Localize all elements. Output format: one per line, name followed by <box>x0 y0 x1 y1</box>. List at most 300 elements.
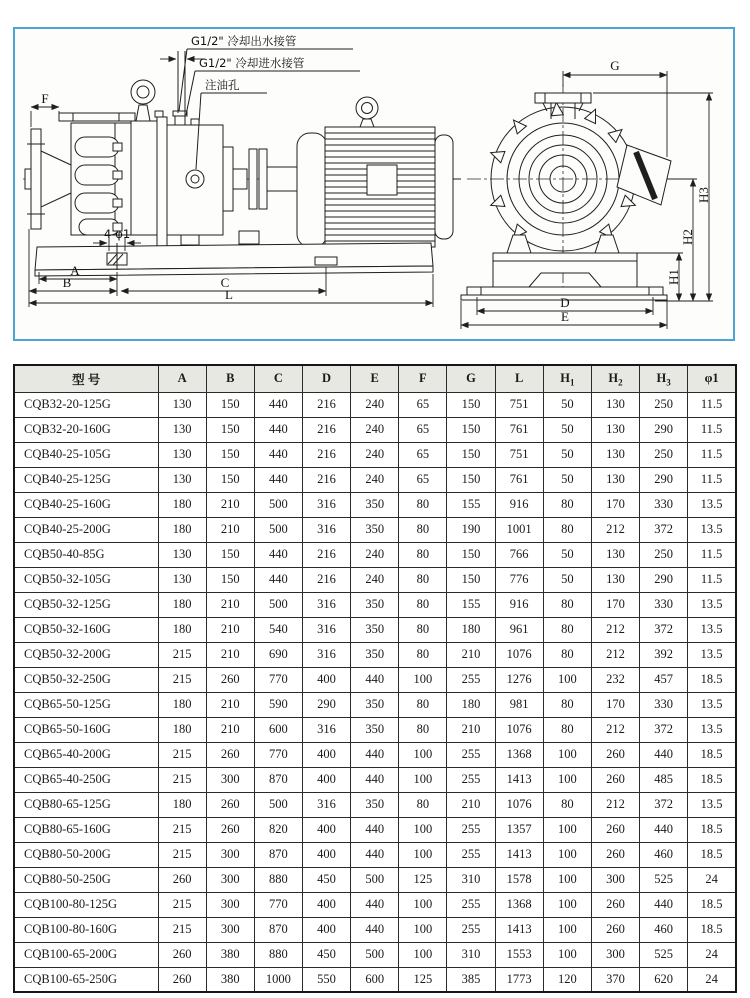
value-cell: 440 <box>351 817 399 842</box>
value-cell: 130 <box>158 442 206 467</box>
dimension-table <box>13 364 737 993</box>
value-cell: 130 <box>158 417 206 442</box>
value-cell: 80 <box>543 592 591 617</box>
value-cell: 1368 <box>495 892 543 917</box>
column-header: 型 号 <box>14 365 158 392</box>
value-cell: 130 <box>591 442 639 467</box>
value-cell: 180 <box>158 492 206 517</box>
value-cell: 260 <box>206 792 254 817</box>
value-cell: 65 <box>399 442 447 467</box>
model-cell: CQB40-25-160G <box>14 492 158 517</box>
value-cell: 11.5 <box>688 442 736 467</box>
column-header: $H_2$ <box>591 365 639 392</box>
value-cell: 216 <box>302 392 350 417</box>
value-cell: 540 <box>254 617 302 642</box>
value-cell: 80 <box>399 617 447 642</box>
table-row <box>14 517 736 542</box>
table-row <box>14 867 736 892</box>
value-cell: 100 <box>543 667 591 692</box>
column-header: B <box>206 365 254 392</box>
value-cell: 300 <box>206 767 254 792</box>
value-cell: 550 <box>302 967 350 992</box>
table-row <box>14 642 736 667</box>
model-cell: CQB65-40-200G <box>14 742 158 767</box>
eyebolt-base <box>136 105 150 121</box>
value-cell: 310 <box>447 867 495 892</box>
model-cell: CQB32-20-125G <box>14 392 158 417</box>
value-cell: 120 <box>543 967 591 992</box>
column-header: φ1 <box>688 365 736 392</box>
value-cell: 1413 <box>495 842 543 867</box>
value-cell: 170 <box>591 692 639 717</box>
column-header: G <box>447 365 495 392</box>
value-cell: 130 <box>591 417 639 442</box>
value-cell: 440 <box>254 417 302 442</box>
value-cell: 215 <box>158 817 206 842</box>
value-cell: 170 <box>591 592 639 617</box>
value-cell: 240 <box>351 417 399 442</box>
value-cell: 770 <box>254 742 302 767</box>
pump-dimension-diagram <box>13 27 735 341</box>
value-cell: 1076 <box>495 642 543 667</box>
value-cell: 400 <box>302 767 350 792</box>
table-row <box>14 392 736 417</box>
table-row <box>14 792 736 817</box>
value-cell: 870 <box>254 767 302 792</box>
value-cell: 330 <box>640 592 688 617</box>
value-cell: 215 <box>158 642 206 667</box>
dim-label-b: B <box>62 275 72 290</box>
model-cell: CQB100-65-200G <box>14 942 158 967</box>
value-cell: 24 <box>688 942 736 967</box>
table-row <box>14 942 736 967</box>
value-cell: 255 <box>447 917 495 942</box>
value-cell: 500 <box>254 792 302 817</box>
value-cell: 24 <box>688 867 736 892</box>
value-cell: 150 <box>206 417 254 442</box>
value-cell: 18.5 <box>688 917 736 942</box>
model-cell: CQB50-32-125G <box>14 592 158 617</box>
table-row <box>14 592 736 617</box>
value-cell: 525 <box>640 942 688 967</box>
table-header-row <box>14 365 736 392</box>
value-cell: 372 <box>640 617 688 642</box>
value-cell: 350 <box>351 617 399 642</box>
value-cell: 260 <box>158 942 206 967</box>
value-cell: 600 <box>254 717 302 742</box>
value-cell: 690 <box>254 642 302 667</box>
value-cell: 400 <box>302 667 350 692</box>
value-cell: 212 <box>591 617 639 642</box>
value-cell: 260 <box>591 842 639 867</box>
value-cell: 350 <box>351 517 399 542</box>
table-row <box>14 892 736 917</box>
value-cell: 400 <box>302 842 350 867</box>
value-cell: 80 <box>399 642 447 667</box>
value-cell: 380 <box>206 967 254 992</box>
table-row <box>14 817 736 842</box>
table-row <box>14 617 736 642</box>
value-cell: 13.5 <box>688 792 736 817</box>
table-row <box>14 967 736 992</box>
value-cell: 180 <box>158 792 206 817</box>
value-cell: 180 <box>447 692 495 717</box>
value-cell: 130 <box>591 542 639 567</box>
value-cell: 916 <box>495 592 543 617</box>
value-cell: 80 <box>543 517 591 542</box>
value-cell: 372 <box>640 717 688 742</box>
value-cell: 80 <box>399 567 447 592</box>
value-cell: 13.5 <box>688 492 736 517</box>
value-cell: 392 <box>640 642 688 667</box>
value-cell: 130 <box>158 392 206 417</box>
column-header: D <box>302 365 350 392</box>
value-cell: 50 <box>543 392 591 417</box>
value-cell: 330 <box>640 492 688 517</box>
value-cell: 11.5 <box>688 417 736 442</box>
value-cell: 590 <box>254 692 302 717</box>
value-cell: 330 <box>640 692 688 717</box>
dim-label-g: G <box>610 58 620 73</box>
value-cell: 440 <box>351 742 399 767</box>
value-cell: 80 <box>399 717 447 742</box>
value-cell: 916 <box>495 492 543 517</box>
value-cell: 50 <box>543 417 591 442</box>
value-cell: 210 <box>206 492 254 517</box>
value-cell: 961 <box>495 617 543 642</box>
model-cell: CQB65-40-250G <box>14 767 158 792</box>
pump-side-view <box>23 34 461 307</box>
value-cell: 100 <box>399 767 447 792</box>
value-cell: 240 <box>351 542 399 567</box>
value-cell: 1276 <box>495 667 543 692</box>
value-cell: 150 <box>206 442 254 467</box>
value-cell: 80 <box>399 792 447 817</box>
value-cell: 372 <box>640 792 688 817</box>
value-cell: 440 <box>640 892 688 917</box>
value-cell: 50 <box>543 467 591 492</box>
pump-pedestal <box>493 261 637 287</box>
value-cell: 210 <box>447 792 495 817</box>
value-cell: 350 <box>351 642 399 667</box>
table-row <box>14 567 736 592</box>
value-cell: 350 <box>351 792 399 817</box>
value-cell: 450 <box>302 942 350 967</box>
value-cell: 460 <box>640 917 688 942</box>
value-cell: 350 <box>351 692 399 717</box>
value-cell: 255 <box>447 817 495 842</box>
value-cell: 820 <box>254 817 302 842</box>
value-cell: 1076 <box>495 792 543 817</box>
table-row <box>14 417 736 442</box>
value-cell: 350 <box>351 492 399 517</box>
value-cell: 1368 <box>495 742 543 767</box>
value-cell: 250 <box>640 442 688 467</box>
value-cell: 440 <box>351 767 399 792</box>
table-row <box>14 767 736 792</box>
value-cell: 125 <box>399 967 447 992</box>
value-cell: 770 <box>254 667 302 692</box>
value-cell: 65 <box>399 392 447 417</box>
model-cell: CQB50-32-160G <box>14 617 158 642</box>
value-cell: 210 <box>206 517 254 542</box>
value-cell: 316 <box>302 492 350 517</box>
model-cell: CQB50-32-105G <box>14 567 158 592</box>
value-cell: 210 <box>206 692 254 717</box>
value-cell: 150 <box>447 542 495 567</box>
baseplate <box>35 243 433 270</box>
table-row <box>14 667 736 692</box>
value-cell: 150 <box>206 567 254 592</box>
value-cell: 440 <box>351 842 399 867</box>
value-cell: 255 <box>447 842 495 867</box>
value-cell: 400 <box>302 917 350 942</box>
value-cell: 300 <box>591 942 639 967</box>
value-cell: 300 <box>206 917 254 942</box>
value-cell: 350 <box>351 717 399 742</box>
value-cell: 150 <box>447 392 495 417</box>
value-cell: 300 <box>206 842 254 867</box>
value-cell: 80 <box>399 517 447 542</box>
value-cell: 155 <box>447 492 495 517</box>
column-header: F <box>399 365 447 392</box>
value-cell: 260 <box>591 767 639 792</box>
value-cell: 180 <box>158 617 206 642</box>
value-cell: 11.5 <box>688 542 736 567</box>
value-cell: 130 <box>158 567 206 592</box>
model-cell: CQB65-50-160G <box>14 717 158 742</box>
value-cell: 1001 <box>495 517 543 542</box>
model-cell: CQB80-65-125G <box>14 792 158 817</box>
value-cell: 316 <box>302 642 350 667</box>
value-cell: 260 <box>158 867 206 892</box>
value-cell: 400 <box>302 742 350 767</box>
value-cell: 1357 <box>495 817 543 842</box>
model-cell: CQB50-32-250G <box>14 667 158 692</box>
value-cell: 870 <box>254 917 302 942</box>
value-cell: 260 <box>158 967 206 992</box>
value-cell: 180 <box>158 692 206 717</box>
table-row <box>14 467 736 492</box>
value-cell: 880 <box>254 867 302 892</box>
value-cell: 500 <box>254 492 302 517</box>
value-cell: 290 <box>302 692 350 717</box>
value-cell: 440 <box>254 392 302 417</box>
value-cell: 100 <box>543 867 591 892</box>
value-cell: 370 <box>591 967 639 992</box>
value-cell: 150 <box>447 467 495 492</box>
dim-label-f: F <box>41 91 49 106</box>
value-cell: 212 <box>591 642 639 667</box>
value-cell: 18.5 <box>688 892 736 917</box>
value-cell: 766 <box>495 542 543 567</box>
column-header: C <box>254 365 302 392</box>
value-cell: 210 <box>447 642 495 667</box>
column-header: A <box>158 365 206 392</box>
value-cell: 215 <box>158 667 206 692</box>
dim-label-e: E <box>561 309 569 324</box>
value-cell: 180 <box>158 717 206 742</box>
value-cell: 80 <box>543 792 591 817</box>
value-cell: 1553 <box>495 942 543 967</box>
value-cell: 13.5 <box>688 617 736 642</box>
value-cell: 100 <box>543 817 591 842</box>
value-cell: 250 <box>640 542 688 567</box>
value-cell: 216 <box>302 442 350 467</box>
dim-label-a: A <box>70 263 80 278</box>
value-cell: 761 <box>495 417 543 442</box>
value-cell: 300 <box>591 867 639 892</box>
value-cell: 150 <box>206 392 254 417</box>
table-row <box>14 442 736 467</box>
value-cell: 13.5 <box>688 517 736 542</box>
value-cell: 400 <box>302 817 350 842</box>
value-cell: 100 <box>543 942 591 967</box>
value-cell: 216 <box>302 542 350 567</box>
value-cell: 380 <box>206 942 254 967</box>
value-cell: 260 <box>206 817 254 842</box>
value-cell: 316 <box>302 717 350 742</box>
value-cell: 212 <box>591 792 639 817</box>
dim-label-l: L <box>225 287 233 302</box>
value-cell: 130 <box>591 567 639 592</box>
model-cell: CQB40-25-125G <box>14 467 158 492</box>
value-cell: 215 <box>158 917 206 942</box>
value-cell: 50 <box>543 442 591 467</box>
value-cell: 372 <box>640 517 688 542</box>
value-cell: 1578 <box>495 867 543 892</box>
value-cell: 150 <box>447 567 495 592</box>
column-header: L <box>495 365 543 392</box>
model-cell: CQB40-25-200G <box>14 517 158 542</box>
value-cell: 50 <box>543 542 591 567</box>
value-cell: 290 <box>640 417 688 442</box>
value-cell: 100 <box>543 892 591 917</box>
value-cell: 13.5 <box>688 692 736 717</box>
value-cell: 11.5 <box>688 467 736 492</box>
value-cell: 80 <box>543 692 591 717</box>
value-cell: 210 <box>206 592 254 617</box>
value-cell: 440 <box>640 742 688 767</box>
value-cell: 100 <box>399 942 447 967</box>
value-cell: 130 <box>158 542 206 567</box>
table-row <box>14 717 736 742</box>
value-cell: 210 <box>206 617 254 642</box>
model-cell: CQB50-40-85G <box>14 542 158 567</box>
table-row <box>14 542 736 567</box>
value-cell: 500 <box>254 517 302 542</box>
value-cell: 300 <box>206 892 254 917</box>
value-cell: 130 <box>591 392 639 417</box>
value-cell: 150 <box>206 467 254 492</box>
value-cell: 260 <box>591 742 639 767</box>
value-cell: 260 <box>206 667 254 692</box>
cooling-outlet-label: G1/2" 冷却出水接管 <box>191 34 297 48</box>
value-cell: 100 <box>543 742 591 767</box>
value-cell: 100 <box>399 817 447 842</box>
value-cell: 255 <box>447 892 495 917</box>
dim-label-h1: H1 <box>666 269 681 285</box>
value-cell: 100 <box>543 842 591 867</box>
value-cell: 125 <box>399 867 447 892</box>
dim-label-h2: H2 <box>680 229 695 245</box>
value-cell: 440 <box>351 667 399 692</box>
value-cell: 500 <box>351 942 399 967</box>
value-cell: 100 <box>399 892 447 917</box>
value-cell: 80 <box>399 692 447 717</box>
value-cell: 981 <box>495 692 543 717</box>
value-cell: 13.5 <box>688 642 736 667</box>
dim-label-c: C <box>220 275 230 290</box>
value-cell: 1413 <box>495 917 543 942</box>
value-cell: 316 <box>302 592 350 617</box>
model-cell: CQB80-50-250G <box>14 867 158 892</box>
pump-technical-drawing <box>15 29 733 339</box>
value-cell: 80 <box>543 492 591 517</box>
value-cell: 440 <box>254 467 302 492</box>
value-cell: 80 <box>543 642 591 667</box>
value-cell: 250 <box>640 392 688 417</box>
value-cell: 440 <box>351 892 399 917</box>
value-cell: 500 <box>254 592 302 617</box>
value-cell: 300 <box>206 867 254 892</box>
value-cell: 130 <box>158 467 206 492</box>
value-cell: 255 <box>447 667 495 692</box>
value-cell: 880 <box>254 942 302 967</box>
value-cell: 310 <box>447 942 495 967</box>
model-cell: CQB65-50-125G <box>14 692 158 717</box>
value-cell: 100 <box>543 767 591 792</box>
value-cell: 525 <box>640 867 688 892</box>
value-cell: 18.5 <box>688 842 736 867</box>
value-cell: 100 <box>399 667 447 692</box>
value-cell: 80 <box>399 492 447 517</box>
value-cell: 13.5 <box>688 592 736 617</box>
value-cell: 50 <box>543 567 591 592</box>
cooling-inlet-label: G1/2" 冷却进水接管 <box>199 56 305 70</box>
value-cell: 440 <box>351 917 399 942</box>
model-cell: CQB80-50-200G <box>14 842 158 867</box>
value-cell: 216 <box>302 567 350 592</box>
value-cell: 457 <box>640 667 688 692</box>
value-cell: 80 <box>399 592 447 617</box>
value-cell: 65 <box>399 417 447 442</box>
value-cell: 440 <box>254 442 302 467</box>
value-cell: 210 <box>447 717 495 742</box>
value-cell: 440 <box>254 567 302 592</box>
value-cell: 190 <box>447 517 495 542</box>
dim-label-d: D <box>560 295 570 310</box>
column-header: E <box>351 365 399 392</box>
value-cell: 80 <box>543 617 591 642</box>
value-cell: 170 <box>591 492 639 517</box>
value-cell: 485 <box>640 767 688 792</box>
value-cell: 100 <box>399 742 447 767</box>
column-header: $H_1$ <box>543 365 591 392</box>
value-cell: 260 <box>591 817 639 842</box>
value-cell: 255 <box>447 742 495 767</box>
value-cell: 24 <box>688 967 736 992</box>
value-cell: 11.5 <box>688 392 736 417</box>
model-cell: CQB100-65-250G <box>14 967 158 992</box>
value-cell: 11.5 <box>688 567 736 592</box>
model-cell: CQB32-20-160G <box>14 417 158 442</box>
oil-hole-label: 注油孔 <box>205 78 240 92</box>
table-row <box>14 692 736 717</box>
value-cell: 65 <box>399 467 447 492</box>
value-cell: 240 <box>351 467 399 492</box>
value-cell: 210 <box>206 717 254 742</box>
